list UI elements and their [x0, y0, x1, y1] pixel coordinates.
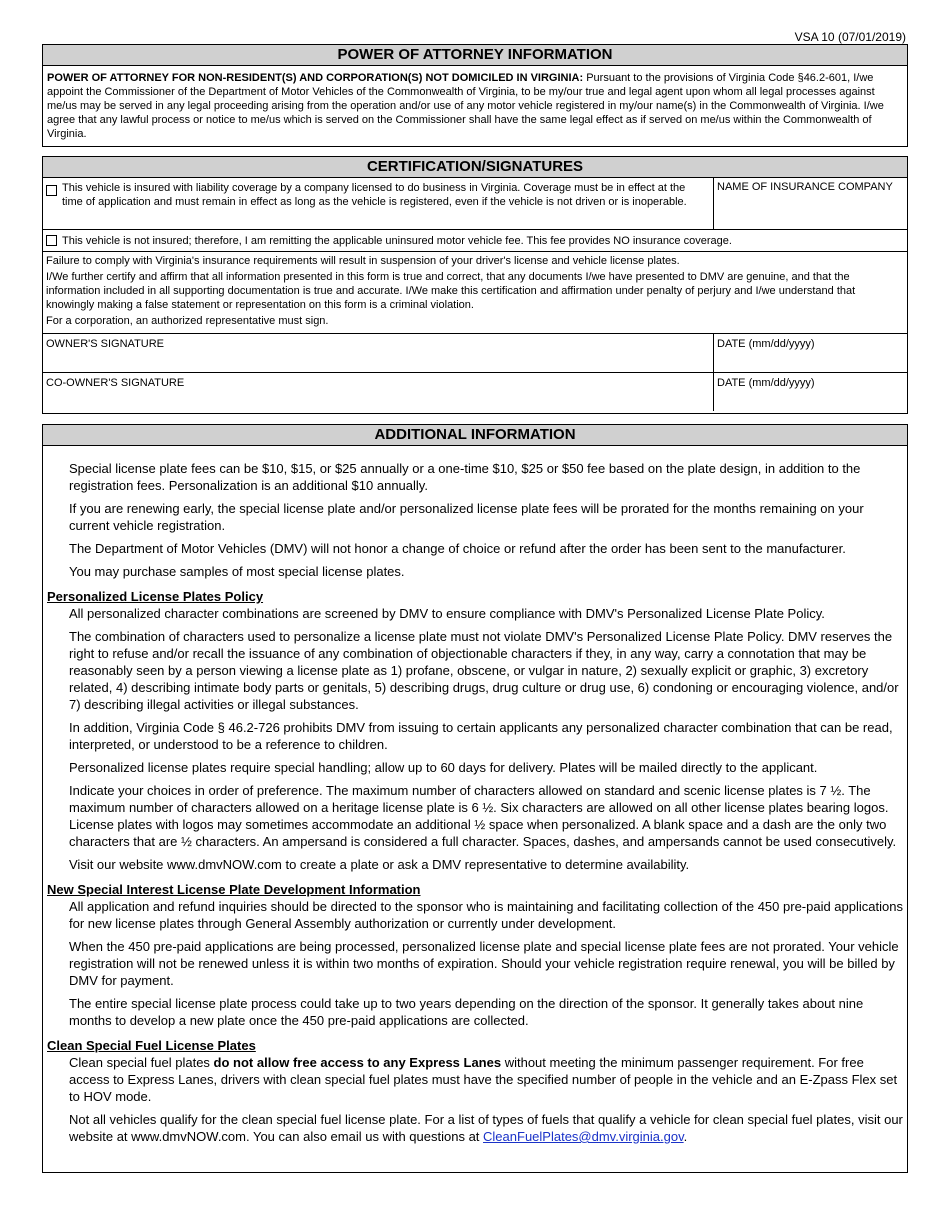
policy-paragraph: All personalized character combinations are screened by DMV to ensure compliance with DMV's Personalized License Plate Policy. [69, 606, 825, 621]
cert-title: CERTIFICATION/SIGNATURES [43, 157, 907, 178]
intro-paragraph: The Department of Motor Vehicles (DMV) will not honor a change of choice or refund after the order has been sent to the manufacturer. [69, 541, 846, 556]
dev-paragraph: The entire special license plate process could take up to two years depending on the direction of the sponsor. It generally takes about nine months to develop a new plate once the 450 pre-paid applications are collected. [69, 996, 864, 1028]
policy-paragraph: Indicate your choices in order of preference. The maximum number of characters allowed on standard and scenic license plates is 7 ½. The maximum number of characters allowed on a heritage license plate is 6 ½. Six characters are allowed on all other license plates bearing logos. License plates with logos may sometimes accommodate an additional ½ space when personalized. A blank space and a dash are the only two characters that are ½ characters. An ampersand is considered a full character. Spaces, dashes, and ampersands cannot be used consecutively. [69, 783, 897, 849]
intro-paragraph: Special license plate fees can be $10, $15, or $25 annually or a one-time $10, $25 or $50 fee based on the plate design, in addition to the registration fees. Personalization is an additional $10 annually. [69, 461, 861, 493]
form-id: VSA 10 (07/01/2019) [794, 30, 906, 44]
clean-paragraph-1 [69, 1054, 905, 1105]
dev-paragraph: All application and refund inquiries should be directed to the sponsor who is maintaining and facilitating collection of the 450 pre-paid applications for new license plates through General Assembly authorization or currently under development. [69, 899, 903, 931]
poa-body: Pursuant to the provisions of Virginia Code §46.2-601, I/we appoint the Commissioner of the Department of Motor Vehicles of the Commonwealth of Virginia, to be my/our true and legal agent upon whom all legal processes against me/us may be served in any legal proceeding arising from the operation and/or use of any motor vehicle registered in my/our name(s) in the Commonwealth of Virginia. I/we agree that any lawful process or notice to me/us which is served on the Commissioner shall have the same legal effect as if served on me/us within the Commonwealth of Virginia. [47, 72, 884, 140]
coowner-date-label: DATE (mm/dd/yyyy) [717, 377, 815, 389]
owner-signature-field[interactable]: OWNER'S SIGNATURE [46, 338, 165, 350]
insured-row [43, 178, 907, 230]
policy-paragraph: Personalized license plates require special handling; allow up to 60 days for delivery. Plates will be mailed directly to the applicant. [69, 760, 818, 775]
uninsured-row [43, 230, 907, 252]
uninsured-text: This vehicle is not insured; therefore, I am remitting the applicable uninsured motor vehicle fee. This fee provides NO insurance coverage. [62, 235, 732, 247]
insured-checkbox[interactable] [46, 185, 57, 196]
cert-section [42, 156, 908, 414]
policy-paragraph: Visit our website www.dmvNOW.com to create a plate or ask a DMV representative to determine availability. [69, 857, 690, 872]
cert-notes [43, 252, 907, 334]
insurance-company-field[interactable] [713, 178, 907, 229]
poa-text [43, 66, 907, 141]
corp-text: For a corporation, an authorized representative must sign. [46, 315, 329, 327]
clean1-pre: Clean special fuel plates [69, 1055, 214, 1070]
coowner-signature-row [43, 373, 907, 411]
dev-heading: New Special Interest License Plate Development Information [47, 882, 421, 897]
insurance-company-label: NAME OF INSURANCE COMPANY [717, 181, 893, 193]
owner-signature-row [43, 334, 907, 373]
intro-paragraph: You may purchase samples of most special license plates. [69, 564, 405, 579]
poa-lead: POWER OF ATTORNEY FOR NON-RESIDENT(S) AND CORPORATION(S) NOT DOMICILED IN VIRGINIA: [47, 72, 584, 84]
owner-date-field[interactable] [713, 334, 907, 372]
dev-paragraph: When the 450 pre-paid applications are being processed, personalized license plate and special license plate fees are not prorated. Your vehicle registration will not be renewed unless it is within two months of expiration. Should your vehicle registration require renewal, you will be billed by DMV for payment. [69, 939, 899, 988]
clean1-bold: do not allow free access to any Express Lanes [213, 1055, 502, 1070]
intro-paragraph: If you are renewing early, the special license plate and/or personalized license plate fees will be prorated for the months remaining on your current vehicle registration. [69, 501, 864, 533]
failure-text: Failure to comply with Virginia's insurance requirements will result in suspension of your driver's license and vehicle license plates. [46, 255, 680, 267]
policy-heading: Personalized License Plates Policy [47, 589, 264, 604]
clean2-end: . [683, 1129, 688, 1144]
affirm-text: I/We further certify and affirm that all information presented in this form is true and correct, that any documents I/we have presented to DMV are genuine, and that the information included in all supporting documentation is true and accurate. I/We make this certification and affirmation under penalty of perjury and I/we understand that knowingly making a false statement or representation on this form is a criminal violation. [46, 271, 856, 311]
poa-section [42, 44, 908, 147]
additional-section [42, 424, 908, 1173]
clean2-pre: Not all vehicles qualify for the clean special fuel license plate. For a list of types of fuels that qualify a vehicle for clean special fuel plates, visit our website at www.dmvNOW.com. You can also email us with questions at [69, 1112, 903, 1144]
clean-paragraph-2 [69, 1111, 905, 1145]
coowner-date-field[interactable] [713, 373, 907, 411]
poa-title: POWER OF ATTORNEY INFORMATION [43, 45, 907, 66]
policy-paragraph: The combination of characters used to personalize a license plate must not violate DMV's Personalized License Plate Policy. DMV reserves the right to refuse and/or recall the issuance of any combination of objectionable characters if they, in any way, carry a connotation that may be reasonably seen by a person viewing a license plate as 1) profane, obscene, or vulgar in nature, 2) sexually explicit or graphic, 3) excretory related, 4) describing intimate body parts or genitals, 5) describing drugs, drug culture or drug use, 6) condoning or encouraging violence, and/or 7) describing illegal activities or illegal substances. [69, 629, 899, 712]
owner-date-label: DATE (mm/dd/yyyy) [717, 338, 815, 350]
policy-paragraph: In addition, Virginia Code § 46.2-726 prohibits DMV from issuing to certain applicants any personalized character combination that can be read, interpreted, or understood to be a reference to children. [69, 720, 893, 752]
additional-body [43, 446, 907, 1145]
clean1-post: without meeting the minimum passenger requirement. For free access to Express Lanes, drivers with clean special fuel plates must have the specified number of people in the vehicle and an E-Zpass Flex set to HOV mode. [69, 1055, 898, 1104]
uninsured-checkbox[interactable] [46, 235, 57, 246]
coowner-signature-field[interactable]: CO-OWNER'S SIGNATURE [46, 377, 185, 389]
insured-text: This vehicle is insured with liability coverage by a company licensed to do business in Virginia. Coverage must be in effect at the time of application and must remain in effect as long as the vehicle is registered, even if the vehicle is not driven or is inoperable. [62, 182, 687, 208]
email-link[interactable]: CleanFuelPlates@dmv.virginia.gov [483, 1129, 684, 1144]
clean-heading: Clean Special Fuel License Plates [47, 1038, 256, 1053]
additional-title: ADDITIONAL INFORMATION [43, 425, 907, 446]
